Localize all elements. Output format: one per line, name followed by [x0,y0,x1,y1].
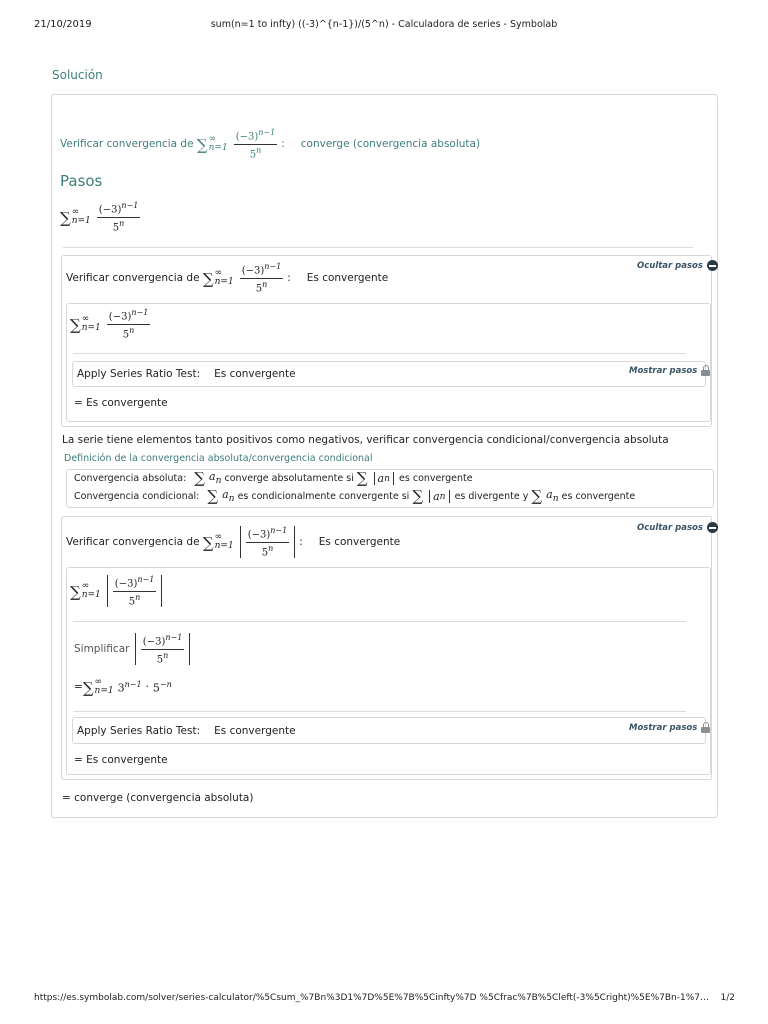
minus-circle-icon [707,260,718,271]
step1-ratio-test-line: Apply Series Ratio Test: Es convergente [77,368,296,380]
step1-verify-line: Verificar convergencia de ∑ ∞ n=1 $\frac{(-3)^{n-1}}{5^n}$ : Es convergente [66,262,389,294]
verify-prefix: Verificar convergencia de [60,138,194,150]
step2-divider-2 [73,711,686,712]
step1-result: Es convergente [306,272,389,284]
step1-final: = Es convergente [74,397,168,409]
step2-simplify-line: Simplificar $\frac{(-3)^{n-1}}{5^n}$ [74,630,192,668]
minus-circle-icon [707,522,718,533]
solution-result: converge (convergencia absoluta) [300,138,481,150]
lock-icon [701,722,710,733]
print-url: https://es.symbolab.com/solver/series-calculator/%5Csum_%7Bn%3D1%7D%5E%7B%5Cinfty%7D %5Cfrac%7B%5Cleft(-3%5Cright)%5E%7Bn-1%7… [34,993,709,1003]
series-expression: ∑ ∞ n=1 [196,134,228,154]
print-page-number: 1/2 [720,993,735,1003]
solution-label: Solución [52,68,103,82]
step1-show-steps-button[interactable]: Mostrar pasos [629,365,710,376]
mixed-signs-note: La serie tiene elementos tanto positivos como negativos, verificar convergencia condicional/convergencia absoluta [62,434,669,446]
step2-ratio-test-line: Apply Series Ratio Test: Es convergente [77,725,296,737]
definition-link[interactable]: Definición de la convergencia absoluta/convergencia condicional [64,452,373,464]
step2-result: Es convergente [318,536,401,548]
print-page-title: sum(n=1 to infty) ((-3)^{n-1})/(5^n) - Calculadora de series - Symbolab [210,19,558,30]
steps-divider [63,247,693,248]
step1-series: ∑ ∞ n=1 $\frac{(-3)^{n-1}}{5^n}$ [70,308,149,340]
step2-final: = Es convergente [74,754,168,766]
step1-divider [73,353,686,354]
step2-divider-1 [73,621,686,622]
absolute-convergence-definition: Convergencia absoluta: ∑ $a_n$ converge absolutamente si ∑ a n es convergente [74,469,473,487]
step2-abs-series: ∑ ∞ n=1 $\frac{(-3)^{n-1}}{5^n}$ [70,572,164,610]
print-date: 21/10/2019 [34,19,92,30]
steps-title: Pasos [60,172,103,190]
solution-verify-line: Verificar convergencia de ∑ ∞ n=1 $\frac{(-3)^{n-1}}{5^n}$ : converge (convergencia absoluta) [60,128,481,160]
conditional-convergence-definition: Convergencia condicional: ∑ $a_n$ es condicionalmente convergente si ∑ a n es divergente y ∑ $a_n$ es convergente [74,487,636,505]
step2-show-steps-button[interactable]: Mostrar pasos [629,722,710,733]
lock-icon [701,365,710,376]
step2-hide-steps-button[interactable]: Ocultar pasos [637,522,718,533]
step2-verify-line: Verificar convergencia de ∑ ∞ n=1 $\frac{(-3)^{n-1}}{5^n}$ : Es convergente [66,526,401,558]
step1-hide-steps-button[interactable]: Ocultar pasos [637,260,718,271]
final-result: = converge (convergencia absoluta) [62,792,254,804]
steps-series: ∑ ∞ n=1 $\frac{(-3)^{n-1}}{5^n}$ [60,201,139,233]
step2-simplified-series: = ∑ ∞ n=1 $3^{n-1}$ · $5^{-n}$ [74,677,172,697]
series-fraction: $\frac{(-3)^{n-1}}{5^n}$ [235,128,276,160]
